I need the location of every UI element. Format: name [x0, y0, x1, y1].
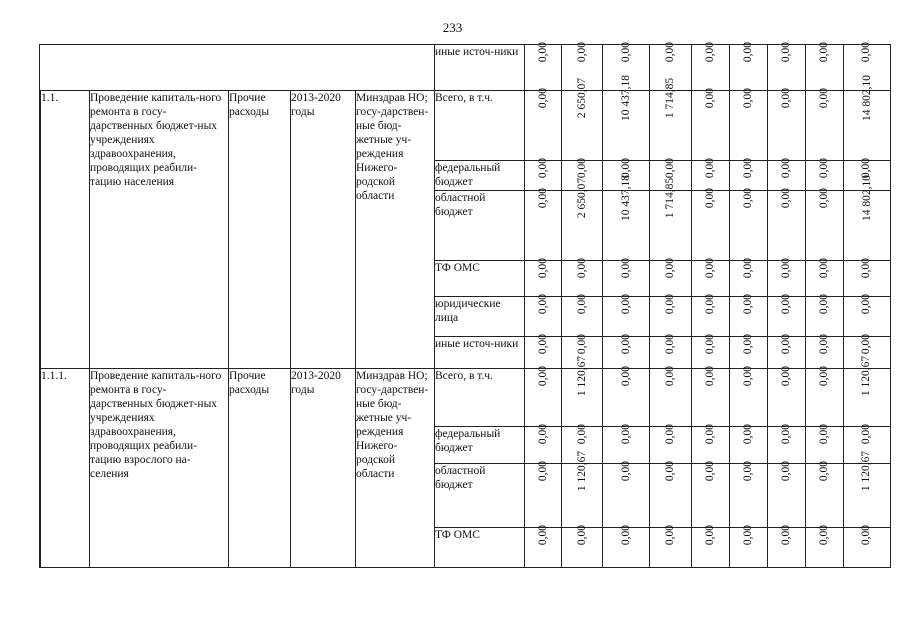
value-text: 0,00 — [576, 423, 589, 445]
value-cell — [650, 293, 691, 337]
value-text: 0,00 — [780, 365, 792, 387]
value-text: 0,00 — [576, 257, 589, 279]
value-cell — [729, 87, 767, 161]
value-cell — [525, 423, 562, 464]
value-text: 0,00 — [860, 293, 873, 315]
value-cell — [729, 333, 767, 369]
source-label: ТФ ОМС — [435, 528, 525, 568]
value-cell — [767, 333, 805, 369]
value-text: 0,00 — [704, 333, 716, 355]
value-cell — [767, 257, 805, 297]
value-text: 0,00 — [576, 293, 589, 315]
value-text: 1 714,85 — [664, 177, 677, 219]
value-cell — [805, 87, 843, 161]
value-text: 0,00 — [704, 524, 716, 546]
value-text: 0,00 — [704, 41, 716, 63]
value-text: 0,00 — [576, 524, 589, 546]
value-text: 0,00 — [780, 157, 792, 179]
value-text: 0,00 — [780, 460, 792, 482]
value-text: 0,00 — [620, 257, 633, 279]
value-cell — [843, 293, 890, 337]
table-row — [40, 369, 891, 427]
source-label: областной бюджет — [435, 191, 525, 261]
period: 2013-2020 годы — [291, 369, 356, 568]
value-text: 0,00 — [537, 257, 549, 279]
value-text: 0,00 — [537, 87, 549, 109]
value-cell — [691, 157, 729, 191]
source-label: федеральный бюджет — [435, 161, 525, 191]
value-cell — [650, 77, 691, 161]
value-cell — [603, 423, 650, 464]
value-cell — [805, 157, 843, 191]
value-text: 0,00 — [780, 41, 792, 63]
value-cell — [650, 524, 691, 568]
value-cell — [691, 365, 729, 427]
value-text: 0,00 — [818, 257, 830, 279]
value-text: 0,00 — [742, 365, 754, 387]
value-cell — [525, 257, 562, 297]
value-text: 10 437,18 — [620, 75, 633, 121]
value-cell — [603, 75, 650, 161]
value-text: 0,00 — [537, 524, 549, 546]
value-text: 0,00 — [704, 257, 716, 279]
value-text: 0,00 — [818, 157, 830, 179]
value-text: 0,00 — [576, 41, 589, 63]
value-text: 0,00 — [818, 524, 830, 546]
value-text: 0,00 — [742, 333, 754, 355]
value-cell — [603, 257, 650, 297]
value-text: 0,00 — [742, 87, 754, 109]
value-cell — [562, 355, 603, 427]
value-text: 0,00 — [818, 293, 830, 315]
source-label: ТФ ОМС — [435, 261, 525, 297]
value-text: 0,00 — [818, 41, 830, 63]
table-row — [40, 91, 891, 161]
value-cell — [603, 365, 650, 427]
value-cell — [562, 77, 603, 161]
value-text: 1 120,67 — [576, 355, 589, 397]
value-text: 0,00 — [780, 293, 792, 315]
value-cell — [729, 293, 767, 337]
value-cell — [729, 524, 767, 568]
value-text: 0,00 — [704, 460, 716, 482]
value-cell — [525, 365, 562, 427]
value-text: 0,00 — [704, 187, 716, 209]
value-cell — [691, 524, 729, 568]
value-text: 0,00 — [664, 41, 677, 63]
value-cell — [603, 175, 650, 261]
value-text: 0,00 — [818, 460, 830, 482]
value-cell — [767, 460, 805, 528]
value-text: 0,00 — [620, 460, 633, 482]
value-text: 0,00 — [537, 41, 549, 63]
value-text: 14 802,10 — [860, 75, 873, 121]
value-text: 0,00 — [620, 524, 633, 546]
value-text: 0,00 — [818, 187, 830, 209]
value-text: 0,00 — [818, 87, 830, 109]
value-cell — [525, 157, 562, 191]
value-cell — [729, 460, 767, 528]
value-cell — [650, 333, 691, 369]
value-text: 0,00 — [620, 365, 633, 387]
value-cell — [805, 187, 843, 261]
source-label: иные источ-ники — [435, 45, 525, 91]
value-cell — [805, 333, 843, 369]
value-cell — [525, 187, 562, 261]
value-cell — [603, 524, 650, 568]
value-cell — [843, 450, 890, 528]
value-text: 0,00 — [818, 423, 830, 445]
value-cell — [562, 524, 603, 568]
value-text: 0,00 — [537, 293, 549, 315]
value-cell — [767, 293, 805, 337]
value-text: 10 437,18 — [620, 175, 633, 221]
value-text: 2 650,07 — [576, 177, 589, 219]
value-text: 1 714,85 — [664, 77, 677, 119]
table-row — [40, 45, 891, 91]
value-text: 0,00 — [742, 187, 754, 209]
value-text: 0,00 — [860, 257, 873, 279]
expense-type: Прочие расходы — [229, 91, 291, 369]
source-label: Всего, в т.ч. — [435, 91, 525, 161]
value-text: 0,00 — [704, 87, 716, 109]
value-cell — [650, 365, 691, 427]
value-cell — [805, 293, 843, 337]
value-text: 1 120,67 — [860, 450, 873, 492]
value-cell — [729, 257, 767, 297]
value-text: 0,00 — [742, 41, 754, 63]
value-cell — [805, 257, 843, 297]
value-text: 0,00 — [860, 41, 873, 63]
value-text: 0,00 — [620, 157, 633, 179]
value-cell — [562, 257, 603, 297]
value-cell — [691, 460, 729, 528]
page-number: 233 — [442, 20, 463, 35]
value-text: 0,00 — [664, 257, 677, 279]
value-text: 0,00 — [860, 423, 873, 445]
value-text: 0,00 — [664, 365, 677, 387]
value-text: 0,00 — [664, 157, 677, 179]
value-text: 1 120,67 — [860, 355, 873, 397]
value-text: 0,00 — [818, 365, 830, 387]
value-text: 0,00 — [664, 333, 677, 355]
value-cell — [805, 524, 843, 568]
value-cell — [562, 293, 603, 337]
value-text: 0,00 — [860, 333, 873, 355]
period: 2013-2020 годы — [291, 91, 356, 369]
value-text: 0,00 — [537, 157, 549, 179]
value-cell — [729, 157, 767, 191]
value-cell — [805, 41, 843, 91]
value-text: 0,00 — [742, 524, 754, 546]
value-cell — [767, 423, 805, 464]
value-text: 0,00 — [620, 293, 633, 315]
value-text: 0,00 — [664, 524, 677, 546]
value-text: 0,00 — [576, 157, 589, 179]
empty-merged-cell — [40, 45, 435, 91]
budget-table — [39, 41, 891, 568]
value-cell — [767, 524, 805, 568]
value-text: 0,00 — [742, 157, 754, 179]
value-cell — [805, 460, 843, 528]
value-text: 0,00 — [704, 157, 716, 179]
value-cell — [650, 177, 691, 261]
value-text: 0,00 — [537, 333, 549, 355]
value-text: 0,00 — [620, 423, 633, 445]
value-text: 0,00 — [818, 333, 830, 355]
value-cell — [650, 460, 691, 528]
value-cell — [843, 524, 890, 568]
value-cell — [691, 257, 729, 297]
value-cell — [843, 355, 890, 427]
value-cell — [525, 293, 562, 337]
value-text: 1 120,67 — [576, 450, 589, 492]
value-cell — [603, 460, 650, 528]
value-text: 0,00 — [576, 333, 589, 355]
executor: Минздрав НО; госу-дарствен-ные бюд-жетные уч-реждения Нижего-родской области — [356, 369, 435, 568]
value-cell — [525, 41, 562, 91]
value-text: 0,00 — [780, 257, 792, 279]
value-text: 0,00 — [537, 187, 549, 209]
value-text: 0,00 — [780, 87, 792, 109]
value-cell — [729, 41, 767, 91]
value-text: 0,00 — [742, 423, 754, 445]
item-code: 1.1.1. — [41, 369, 90, 568]
value-cell — [650, 257, 691, 297]
value-cell — [767, 365, 805, 427]
value-cell — [729, 423, 767, 464]
source-label: Всего, в т.ч. — [435, 369, 525, 427]
value-cell — [729, 187, 767, 261]
value-text: 0,00 — [537, 460, 549, 482]
value-text: 0,00 — [704, 293, 716, 315]
source-label: иные источ-ники — [435, 337, 525, 369]
value-text: 0,00 — [742, 293, 754, 315]
value-cell — [843, 75, 890, 161]
value-text: 0,00 — [860, 524, 873, 546]
value-cell — [691, 187, 729, 261]
source-label: федеральный бюджет — [435, 427, 525, 464]
value-text: 0,00 — [620, 41, 633, 63]
value-cell — [729, 365, 767, 427]
value-cell — [525, 87, 562, 161]
item-code: 1.1. — [41, 91, 90, 369]
item-name: Проведение капиталь-ного ремонта в госу-дарственных бюджет-ных учреждениях здравоохранения, проводящих реабили-тацию взрослого на-селения — [90, 369, 229, 568]
value-text: 0,00 — [620, 333, 633, 355]
value-cell — [603, 293, 650, 337]
value-text: 0,00 — [742, 460, 754, 482]
value-cell — [650, 423, 691, 464]
value-cell — [805, 423, 843, 464]
executor: Минздрав НО; госу-дарствен-ные бюд-жетные уч-реждения Нижего-родской области — [356, 91, 435, 369]
source-label: областной бюджет — [435, 464, 525, 528]
value-cell — [603, 333, 650, 369]
value-cell — [525, 524, 562, 568]
value-cell — [691, 87, 729, 161]
expense-type: Прочие расходы — [229, 369, 291, 568]
value-cell — [691, 423, 729, 464]
value-text: 0,00 — [742, 257, 754, 279]
value-text: 0,00 — [780, 524, 792, 546]
value-cell — [843, 175, 890, 261]
value-cell — [562, 177, 603, 261]
value-cell — [691, 293, 729, 337]
value-text: 0,00 — [704, 365, 716, 387]
value-cell — [767, 157, 805, 191]
value-cell — [805, 365, 843, 427]
value-text: 0,00 — [664, 423, 677, 445]
value-cell — [525, 333, 562, 369]
value-text: 0,00 — [537, 423, 549, 445]
value-text: 0,00 — [780, 423, 792, 445]
item-name: Проведение капиталь-ного ремонта в госу-дарственных бюджет-ных учреждениях здравоохранения, проводящих реабили-тацию населения — [90, 91, 229, 369]
value-text: 0,00 — [537, 365, 549, 387]
value-text: 2 650,07 — [576, 77, 589, 119]
value-cell — [767, 41, 805, 91]
value-text: 0,00 — [780, 333, 792, 355]
value-cell — [562, 450, 603, 528]
value-cell — [525, 460, 562, 528]
value-cell — [767, 187, 805, 261]
value-text: 0,00 — [860, 157, 873, 179]
value-text: 0,00 — [664, 460, 677, 482]
value-cell — [691, 41, 729, 91]
value-cell — [691, 333, 729, 369]
value-text: 0,00 — [664, 293, 677, 315]
value-text: 0,00 — [780, 187, 792, 209]
value-text: 0,00 — [704, 423, 716, 445]
source-label: юридические лица — [435, 297, 525, 337]
value-text: 14 802,10 — [860, 175, 873, 221]
value-cell — [843, 257, 890, 297]
value-cell — [767, 87, 805, 161]
